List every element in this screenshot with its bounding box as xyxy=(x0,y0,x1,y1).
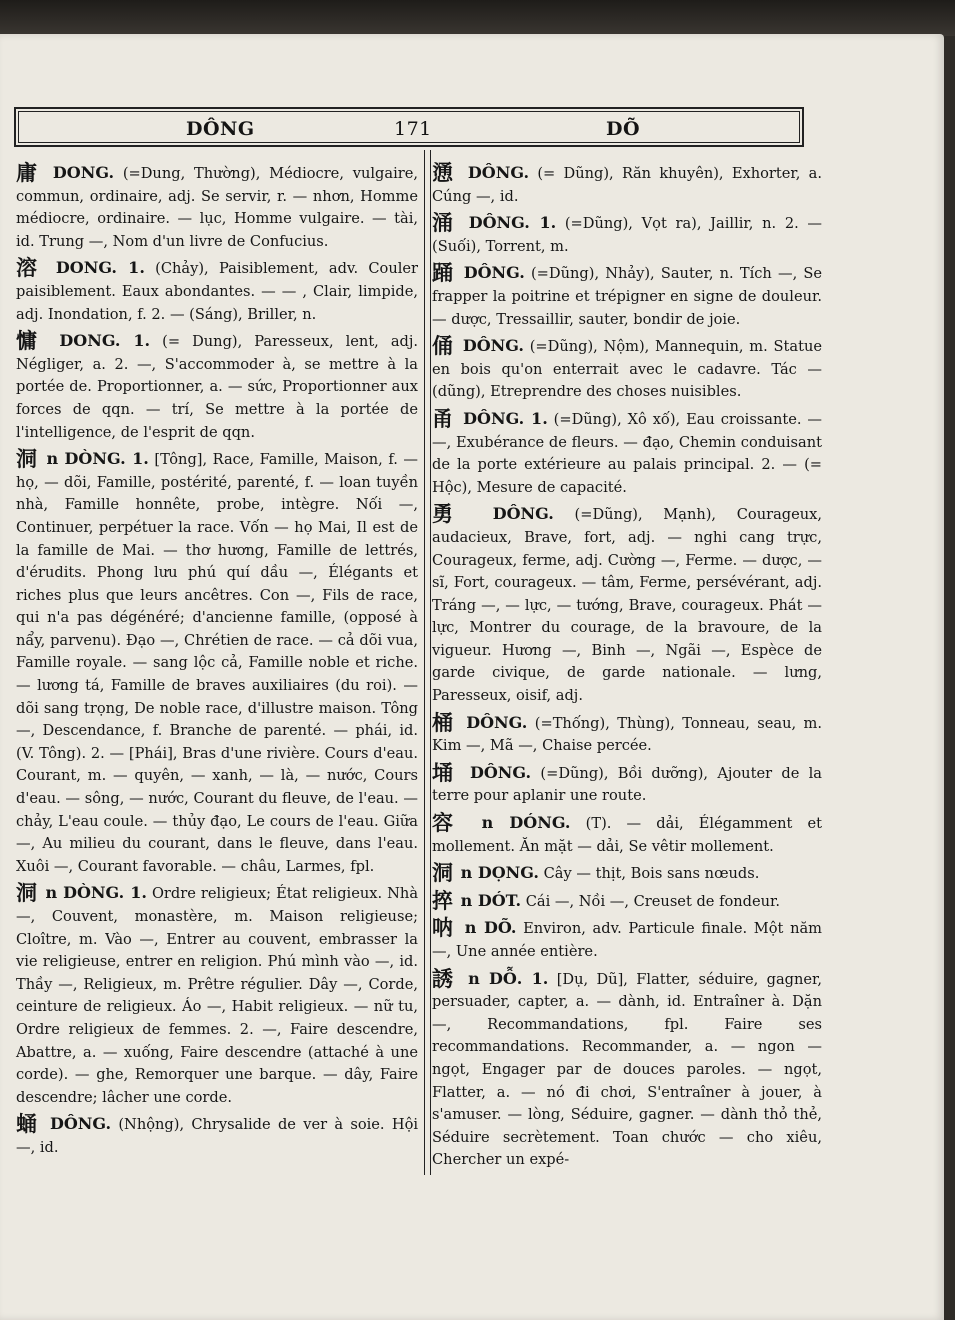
entry-head: DÔNG. xyxy=(469,762,532,782)
dictionary-entry xyxy=(16,1113,418,1159)
entry-text: [Tông], Race, Famille, Maison, f. — họ, — dõi, Famille, postérité, parenté, f. — loan tuyền nhà, Famille honnête, probe, intègre. Nối —, Continuer, perpétuer la race. Vốn — họ Mai, Il est de la famille de Mai. — thơ hương, Famille de lettrés, d'érudits. Phong lưu phú quí dầu —, Élégants et riches plus que leurs ancêtres. Con —, Fils de race, qui n'a pas dégénéré; d'ancienne famille, (opposé à nẩy, parvenu). Đạo —, Chrétien de race. — cả dõi vua, Famille royale. — sang lộc cả, Famille noble et riche. — lương tá, Famille de braves auxiliaires (du roi). — dõi sang trọng, De noble race, d'illustre maison. Tông —, Descendance, f. Branche de parenté. — phái, id. (V. Tông). 2. — [Phái], Bras d'une rivière. Cours d'eau. Courant, m. — quyên, — xanh, — là, — nước, Cours d'eau. — sông, — nước, Courant du fleuve, de l'eau. — chảy, L'eau coule. — thủy đạo, Le cours de l'eau. Giữa —, Au milieu du courant, dans le fleuve, dans l'eau. Xuôi —, Courant favorable. — châu, Larmes, fpl. xyxy=(16,451,418,875)
dictionary-entry xyxy=(16,448,418,878)
running-head-left: DÔNG xyxy=(186,118,255,140)
entry-text: (= Dũng), Răn khuyên), Exhorter, a. Cúng —, id. xyxy=(432,165,823,205)
hanzi-headword: 捽 xyxy=(432,887,453,913)
hanzi-headword: 洞 xyxy=(432,860,453,886)
hanzi-headword: 甬 xyxy=(432,405,455,431)
hanzi-headword: 桶 xyxy=(432,709,456,735)
hanzi-headword: 俑 xyxy=(432,333,455,359)
entry-head: n DÒNG. 1. xyxy=(46,449,149,469)
dictionary-entry xyxy=(432,759,823,808)
hanzi-headword: 庸 xyxy=(16,160,42,185)
entry-head: DONG. 1. xyxy=(59,331,151,351)
entry-head: n DỌNG. xyxy=(460,863,539,883)
dictionary-entry xyxy=(432,503,822,707)
entry-text: (= Dung), Paresseux, lent, adj. Négliger, a. 2. —, S'accommoder à, se mettre à la portée de. Proportionner, a. — sức, Proportionner aux forces de qqn. — trí, Se mettre à la portée de l'intelligence, de l'esprit de qqn. xyxy=(16,333,419,441)
entry-text: Cái —, Nồi —, Creuset de fondeur. xyxy=(525,892,781,910)
dictionary-entry xyxy=(432,212,822,258)
entry-head: n DÕ. xyxy=(464,918,517,938)
dictionary-entry xyxy=(16,162,418,253)
entry-text: (=Dũng), Nhảy), Sauter, n. Tích —, Se frapper la poitrine et trépigner en signe de douleur. — dược, Tressaillir, sauter, bondir de joie. xyxy=(432,265,823,328)
entry-head: DÔNG. 1. xyxy=(463,408,548,428)
entry-text: (T). — dải, Élégamment et mollement. Ăn mặt — dải, Se vêtir mollement. xyxy=(432,815,823,855)
dictionary-entry xyxy=(432,405,823,499)
entry-head: DÔNG. xyxy=(462,336,524,356)
entry-head: n DỖ. 1. xyxy=(468,968,549,988)
entry-head: DÔNG. xyxy=(466,712,528,732)
dictionary-entry xyxy=(432,812,822,858)
book-top-edge xyxy=(0,0,955,36)
page-number: 171 xyxy=(394,118,432,140)
entry-head: n DÒNG. 1. xyxy=(45,883,147,903)
hanzi-headword: 慂 xyxy=(432,160,457,185)
hanzi-headword: 踊 xyxy=(432,260,455,286)
hanzi-headword: 洞 xyxy=(16,446,38,472)
entry-text: (=Dũng), Xô xố), Eau croissante. — —, Exubérance de fleurs. — đạo, Chemin conduisant de la porte extérieure au palais principal. 2. — (= Hộc), Mesure de capacité. xyxy=(432,410,823,496)
dictionary-entry xyxy=(16,330,418,444)
hanzi-headword: 勇 xyxy=(432,501,470,527)
entry-text: (=Dũng), Bồi dưỡng), Ajouter de la terre pour aplanir une route. xyxy=(432,764,823,805)
dictionary-entry xyxy=(432,917,822,963)
column-divider xyxy=(424,150,431,1175)
entry-head: DÔNG. xyxy=(49,1114,112,1134)
hanzi-headword: 誘 xyxy=(432,965,457,991)
entry-head: DONG. 1. xyxy=(55,258,145,278)
entry-text: (=Dũng), Nộm), Mannequin, m. Statue en bois qu'on enterrait avec le cadavre. Tác — (dũng), Etreprendre des choses nuisibles. xyxy=(432,338,822,401)
dictionary-entry xyxy=(432,887,822,914)
running-head-right: DÕ xyxy=(606,118,641,140)
hanzi-headword: 洞 xyxy=(16,880,38,906)
entry-text: (Chảy), Paisiblement, adv. Couler paisiblement. Eaux abondantes. — — , Clair, limpide, adj. Inondation, f. 2. — (Sáng), Briller, n. xyxy=(16,260,419,323)
dictionary-entry xyxy=(432,965,823,1172)
hanzi-headword: 溶 xyxy=(16,255,43,281)
dictionary-entry xyxy=(432,162,822,208)
dictionary-entry xyxy=(432,262,822,331)
running-head xyxy=(14,107,804,147)
dictionary-entry xyxy=(432,709,823,758)
entry-head: DÔNG. 1. xyxy=(468,213,557,233)
dictionary-entry xyxy=(432,335,822,404)
entry-text: Ordre religieux; État religieux. Nhà —, Couvent, monastère, m. Maison religieuse; Cloître, m. Vào —, Entrer au couvent, embrasser la vie religieuse, entrer en religion. Phú mình vào —, id. Thầy —, Religieux, m. Prêtre régulier. Dây —, Corde, ceinture de religieux. Áo —, Habit religieux. — nữ tu, Ordre religieux de femmes. 2. —, Faire descendre, Abattre, a. — xuống, Faire descendre (attaché à une corde). — ghe, Remorquer une barque. — dây, Faire descendre; lâcher une corde. xyxy=(16,885,419,1106)
hanzi-headword: 慵 xyxy=(16,328,45,354)
hanzi-headword: 蛹 xyxy=(16,1111,40,1137)
entry-text: (=Dũng), Vọt ra), Jaillir, n. 2. — (Suối), Torrent, m. xyxy=(432,215,823,255)
hanzi-headword: 呐 xyxy=(432,915,456,941)
entry-text: Environ, adv. Particule finale. Một năm —, Une année entière. xyxy=(432,920,823,960)
right-column xyxy=(432,162,822,1176)
hanzi-headword: 埇 xyxy=(432,759,458,785)
entry-head: n DÓT. xyxy=(460,890,522,910)
entry-head: DÔNG. xyxy=(467,163,530,182)
entry-text: (Nhộng), Chrysalide de ver à soie. Hội —, id. xyxy=(16,1116,419,1156)
entry-text: (=Dung, Thường), Médiocre, vulgaire, commun, ordinaire, adj. Se servir, r. — nhơn, Homme médiocre, ordinaire. — lục, Homme vulgaire. — tài, id. Trung —, Nom d'un livre de Confucius. xyxy=(16,165,419,250)
dictionary-entry xyxy=(432,862,822,886)
hanzi-headword: 涌 xyxy=(432,210,458,236)
hanzi-headword: 容 xyxy=(432,810,464,836)
entry-text: [Dụ, Dũ], Flatter, séduire, gagner, persuader, capter, a. — dành, id. Entraîner à. Dặn —, Recommandations, fpl. Faire ses recommandations. Recommander, a. — ngon — ngọt, Engager par de douces paroles. — ngọt, Flatter, a. — nó đi chơi, S'entraîner à jouer, à s'amuser. — lòng, Séduire, gagner. — dành thỏ thẻ, Séduire secrètement. Toan chước — cho xiêu, Chercher un expé- xyxy=(432,970,823,1169)
entry-text: (=Thống), Thùng), Tonneau, seau, m. Kim —, Mã —, Chaise percée. xyxy=(432,714,823,755)
entry-text: Cây — thịt, Bois sans nœuds. xyxy=(543,865,760,883)
dictionary-entry xyxy=(16,882,418,1109)
left-column xyxy=(16,162,418,1164)
entry-head: DONG. xyxy=(52,163,115,182)
dictionary-entry xyxy=(16,257,418,326)
entry-head: DÔNG. xyxy=(492,504,554,524)
entry-head: DÔNG. xyxy=(463,263,525,283)
entry-text: (=Dũng), Mạnh), Courageux, audacieux, Brave, fort, adj. — nghi cang trực, Courageux, ferme, adj. Cường —, Ferme. — dược, — sĩ, Fort, courageux. — tâm, Ferme, persévérant, adj. Tráng —, — lực, — tướng, Brave, courageux. Phát — lực, Montrer du courage, de la bravoure, de la vigueur. Hương —, Binh —, Ngãi —, Espèce de garde civique, de garde nationale. — lưng, Paresseux, oisif, adj. xyxy=(432,506,823,705)
entry-head: n DÓNG. xyxy=(481,813,571,833)
